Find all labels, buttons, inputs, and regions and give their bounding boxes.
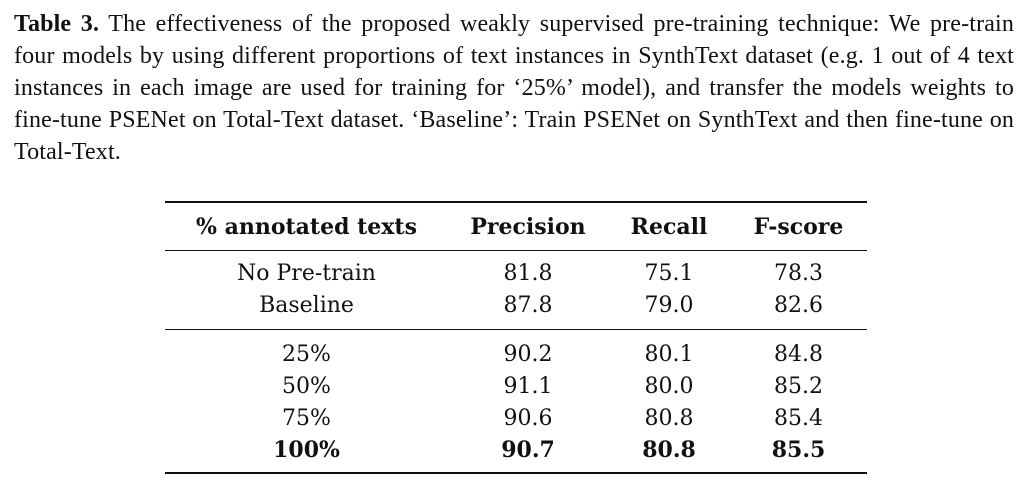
precision-cell: 91.1 xyxy=(503,373,553,399)
table-row xyxy=(165,402,867,434)
header-annotated-texts: % annotated texts xyxy=(196,213,417,240)
table-row xyxy=(165,289,867,330)
f-score-cell: 85.5 xyxy=(771,437,826,463)
caption-label: Table 3. xyxy=(14,11,100,37)
precision-cell: 90.2 xyxy=(503,341,553,367)
precision-cell: 87.8 xyxy=(503,292,553,318)
f-score-cell: 82.6 xyxy=(774,292,823,318)
row-label: 25% xyxy=(282,341,331,367)
table-row xyxy=(165,370,867,402)
row-label: Baseline xyxy=(259,292,354,318)
recall-cell: 75.1 xyxy=(644,260,694,286)
header-precision: Precision xyxy=(470,213,586,240)
header-f-score: F-score xyxy=(753,213,844,240)
f-score-cell: 85.2 xyxy=(774,373,823,399)
recall-cell: 79.0 xyxy=(644,292,694,318)
results-table xyxy=(165,201,867,474)
proportion-group xyxy=(165,330,867,474)
precision-cell: 81.8 xyxy=(503,260,553,286)
caption-text: The effectiveness of the proposed weakly supervised pre-training technique: We pre-train four models by using different proportions of text instances in SynthText dataset (e.g. 1 out of 4 text instances in each image are used for training for ‘25%’ model), and transfer the models weights to fine-tune PSENet on Total-Text dataset. ‘Baseline’: Train PSENet on SynthText and then fine-tune on Total-Text. xyxy=(14,11,1014,165)
row-label: 75% xyxy=(282,405,331,431)
recall-cell: 80.0 xyxy=(644,373,694,399)
table-caption xyxy=(14,8,1014,168)
f-score-cell: 85.4 xyxy=(774,405,823,431)
header-row xyxy=(165,202,867,251)
header-recall: Recall xyxy=(630,213,708,240)
row-label: 50% xyxy=(282,373,331,399)
table-row xyxy=(165,251,867,290)
f-score-cell: 78.3 xyxy=(774,260,823,286)
recall-cell: 80.8 xyxy=(642,437,696,463)
f-score-cell: 84.8 xyxy=(774,341,823,367)
row-label: No Pre-train xyxy=(237,260,376,286)
recall-cell: 80.1 xyxy=(644,341,694,367)
table-header xyxy=(165,202,867,251)
recall-cell: 80.8 xyxy=(644,405,694,431)
baseline-group xyxy=(165,251,867,330)
best-result-row xyxy=(165,434,867,473)
row-label: 100% xyxy=(273,437,340,463)
table-row xyxy=(165,330,867,371)
precision-cell: 90.6 xyxy=(503,405,553,431)
precision-cell: 90.7 xyxy=(501,437,555,463)
